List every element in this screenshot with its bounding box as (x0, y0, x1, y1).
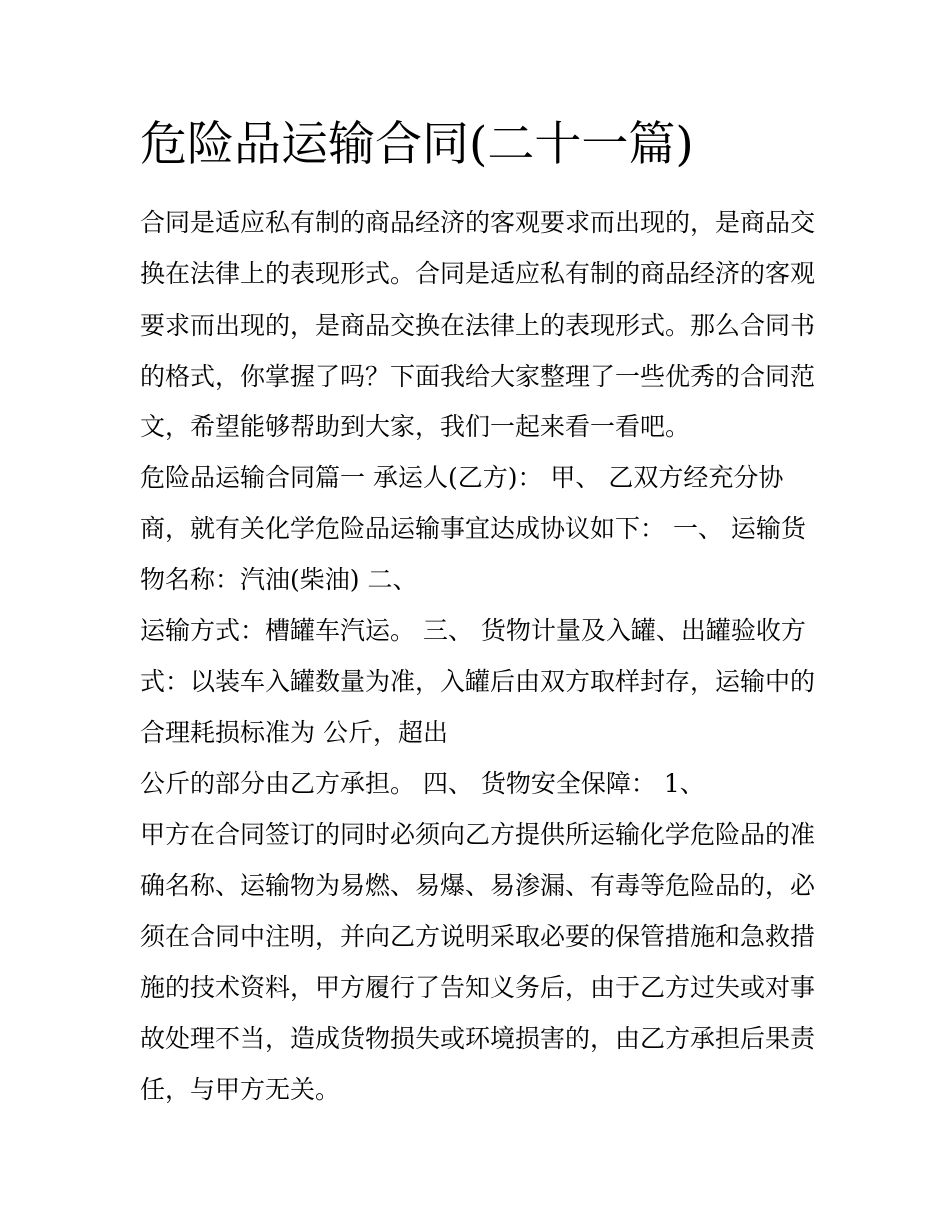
body-line: 任，与甲方无关。 (140, 1075, 341, 1104)
body-line: 施的技术资料，甲方履行了告知义务后，由于乙方过失或对事 (140, 973, 816, 1002)
document-title: 危险品运输合同(二十一篇) (140, 117, 694, 172)
body-line: 物名称：汽油(柴油) 二、 (140, 565, 418, 594)
body-line: 运输方式：槽罐车汽运。 三、 货物计量及入罐、出罐验收方 (140, 616, 806, 645)
body-line: 要求而出现的，是商品交换在法律上的表现形式。那么合同书 (140, 311, 816, 340)
body-line: 甲方在合同签订的同时必须向乙方提供所运输化学危险品的准 (140, 820, 816, 849)
body-line: 文，希望能够帮助到大家，我们一起来看一看吧。 (140, 412, 691, 441)
body-line: 式：以装车入罐数量为准，入罐后由双方取样封存，运输中的 (140, 667, 816, 696)
body-line: 确名称、运输物为易燃、易爆、易渗漏、有毒等危险品的，必 (140, 871, 816, 900)
body-line: 公斤的部分由乙方承担。 四、 货物安全保障： 1、 (140, 769, 705, 798)
body-line: 换在法律上的表现形式。合同是适应私有制的商品经济的客观 (140, 259, 816, 288)
body-line: 合同是适应私有制的商品经济的客观要求而出现的，是商品交 (140, 208, 816, 237)
body-line: 危险品运输合同篇一 承运人(乙方)： 甲、 乙双方经充分协 (140, 463, 784, 492)
body-line: 故处理不当，造成货物损失或环境损害的，由乙方承担后果责 (140, 1024, 816, 1053)
body-line: 的格式，你掌握了吗？下面我给大家整理了一些优秀的合同范 (140, 362, 816, 391)
body-line: 商，就有关化学危险品运输事宜达成协议如下： 一、 运输货 (140, 514, 806, 543)
body-line: 须在合同中注明，并向乙方说明采取必要的保管措施和急救措 (140, 922, 816, 951)
body-line: 合理耗损标准为 公斤，超出 (140, 718, 448, 747)
